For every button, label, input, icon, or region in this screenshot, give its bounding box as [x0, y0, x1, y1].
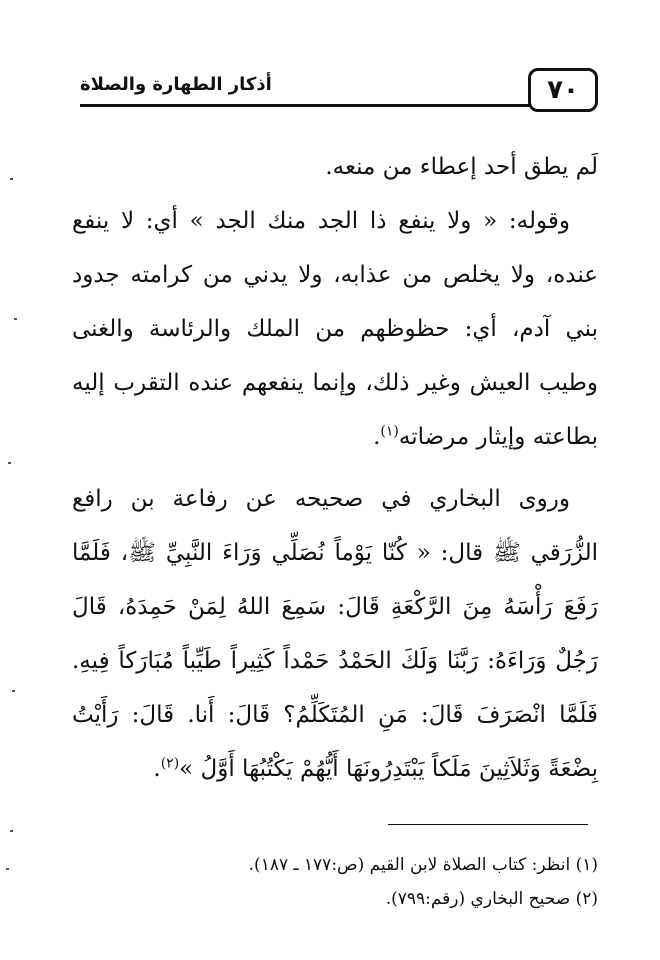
paragraph-3	[72, 472, 598, 796]
footnote-ref-1: (١)	[380, 423, 399, 440]
running-title: أذكار الطهارة والصلاة	[80, 74, 280, 95]
paragraph-2-text: وقوله: « ولا ينفع ذا الجد منك الجد » أي: لا ينفع عنده، ولا يخلص من عذابه، ولا يدني من كرامته جدود بني آدم، أي: حظوظهم من الملك والرئاسة والغنى وطيب العيش وغير ذلك، وإنما ينفعهم عنده التقرب إليه بطاعته وإيثار مرضاته	[72, 208, 598, 450]
scan-speck	[10, 830, 13, 832]
body-text	[72, 140, 598, 796]
hadith-text: « كُنّا يَوْماً نُصَلِّي وَرَاءَ النَّبِيِّ ﷺ، فَلَمَّا رَفَعَ رَأْسَهُ مِنَ الرَّكْعَةِ قَالَ: سَمِعَ اللهُ لِمَنْ حَمِدَهُ، قَالَ رَجُلٌ وَرَاءَهُ: رَبَّنَا وَلَكَ الحَمْدُ حَمْداً كَثِيراً طَيِّباً مُبَارَكاً فِيهِ. فَلَمَّا انْصَرَفَ قَالَ: مَنِ المُتَكَلِّمُ؟ قَالَ: أَنا. قَالَ: رَأَيْتُ بِضْعَةً وَثَلاَثِينَ مَلَكاً يَبْتَدِرُونَهَا أَيُّهُمْ يَكْتُبُهَا أَوَّلُ »	[72, 540, 598, 782]
footnote-2: (٢) صحيح البخاري (رقم:٧٩٩).	[385, 889, 598, 909]
scan-speck	[10, 178, 13, 180]
footnote-rule	[388, 824, 588, 825]
paragraph-3-intro: وروى البخاري في صحيحه عن رفاعة بن رافع الزُّرَقي ﷺ قال:	[72, 486, 598, 566]
paragraph-2-end: .	[373, 424, 381, 450]
scan-speck	[6, 868, 9, 870]
paragraph-3-end: .	[153, 756, 161, 782]
scan-speck	[12, 690, 15, 692]
scan-speck	[8, 462, 11, 464]
footnotes	[72, 848, 598, 916]
paragraph-2	[72, 194, 598, 464]
scan-speck	[14, 318, 17, 320]
page-number: ٧٠	[528, 68, 598, 112]
page-header	[80, 68, 602, 120]
paragraph-1: لَم يطق أحد إعطاء من منعه.	[325, 154, 598, 180]
header-rule	[80, 104, 532, 107]
footnote-ref-2: (٢)	[160, 755, 180, 772]
footnote-1: (١) انظر: كتاب الصلاة لابن القيم (ص:١٧٧ ـ ١٨٧).	[248, 855, 598, 875]
